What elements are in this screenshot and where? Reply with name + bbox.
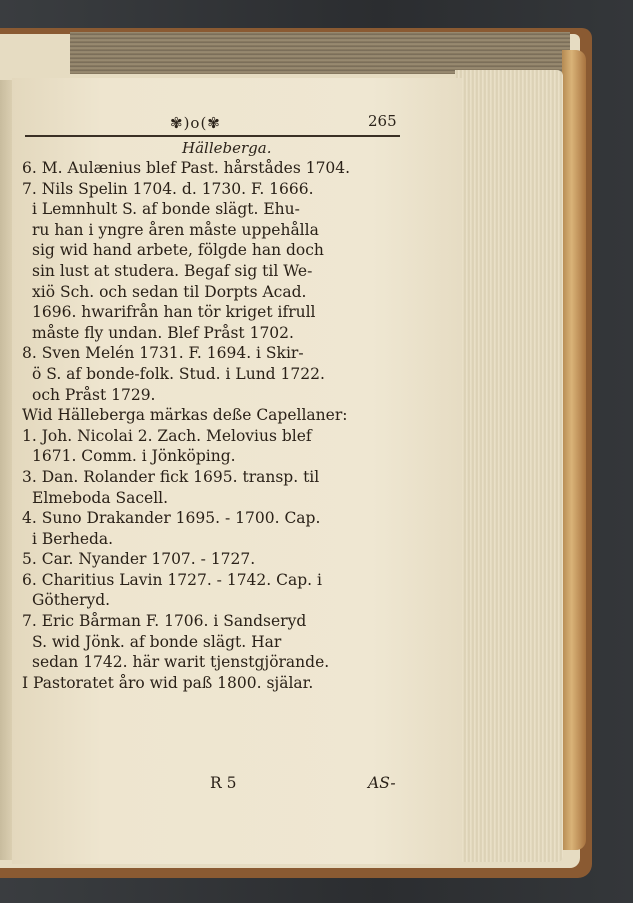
signature-mark: R 5 [210,774,237,792]
text-line: 3. Dan. Rolander fick 1695. transp. til [22,467,320,486]
text-line: 5. Car. Nyander 1707. - 1727. [22,550,256,569]
section-title: Hälleberga. [182,139,272,157]
text-line: i Lemnhult S. af bonde slägt. Ehu- [32,200,300,219]
text-line: och Pråst 1729. [32,385,156,404]
catchword: AS- [368,774,396,792]
text-line: Götheryd. [32,591,111,610]
text-line: ru han i yngre åren måste uppehålla [32,220,319,239]
text-line: sedan 1742. här warit tjenstgjörande. [32,653,330,672]
text-line: 1. Joh. Nicolai 2. Zach. Melovius blef [22,426,312,445]
page-top-edges [70,32,570,74]
text-line: 4. Suno Drakander 1695. - 1700. Cap. [22,509,321,528]
text-line: Elmeboda Sacell. [32,488,169,507]
page-number: 265 [368,112,397,130]
page-body-text [22,158,447,693]
text-line: 6. M. Aulænius blef Past. hårstådes 1704. [22,159,351,177]
text-line: ö S. af bonde-folk. Stud. i Lund 1722. [32,364,325,383]
text-line: 7. Nils Spelin 1704. d. 1730. F. 1666. [22,179,314,198]
text-line: 7. Eric Bårman F. 1706. i Sandseryd [22,612,307,631]
text-line: 8. Sven Melén 1731. F. 1694. i Skir- [22,344,304,363]
text-line: sig wid hand arbete, fölgde han doch [32,241,324,260]
text-line: S. wid Jönk. af bonde slägt. Har [32,632,282,651]
text-line: måste fly undan. Blef Pråst 1702. [32,323,294,342]
text-line: sin lust at studera. Begaf sig til We- [32,261,313,280]
text-line: i Berheda. [32,529,114,548]
text-line: Wid Hälleberga märkas deße Capellaner: [22,406,348,425]
header-rule [25,135,400,137]
text-line: 1671. Comm. i Jönköping. [32,447,236,466]
header-ornament: ✾)o(✾ [170,114,221,132]
text-line: 6. Charitius Lavin 1727. - 1742. Cap. i [22,570,322,589]
book-binding-edge [562,50,586,850]
text-line: 1696. hwarifrån han tör kriget ifrull [32,303,316,322]
text-line: xiö Sch. och sedan til Dorpts Acad. [32,282,307,301]
page-fore-edges [455,70,563,862]
text-line: I Pastoratet åro wid paß 1800. själar. [22,673,314,692]
